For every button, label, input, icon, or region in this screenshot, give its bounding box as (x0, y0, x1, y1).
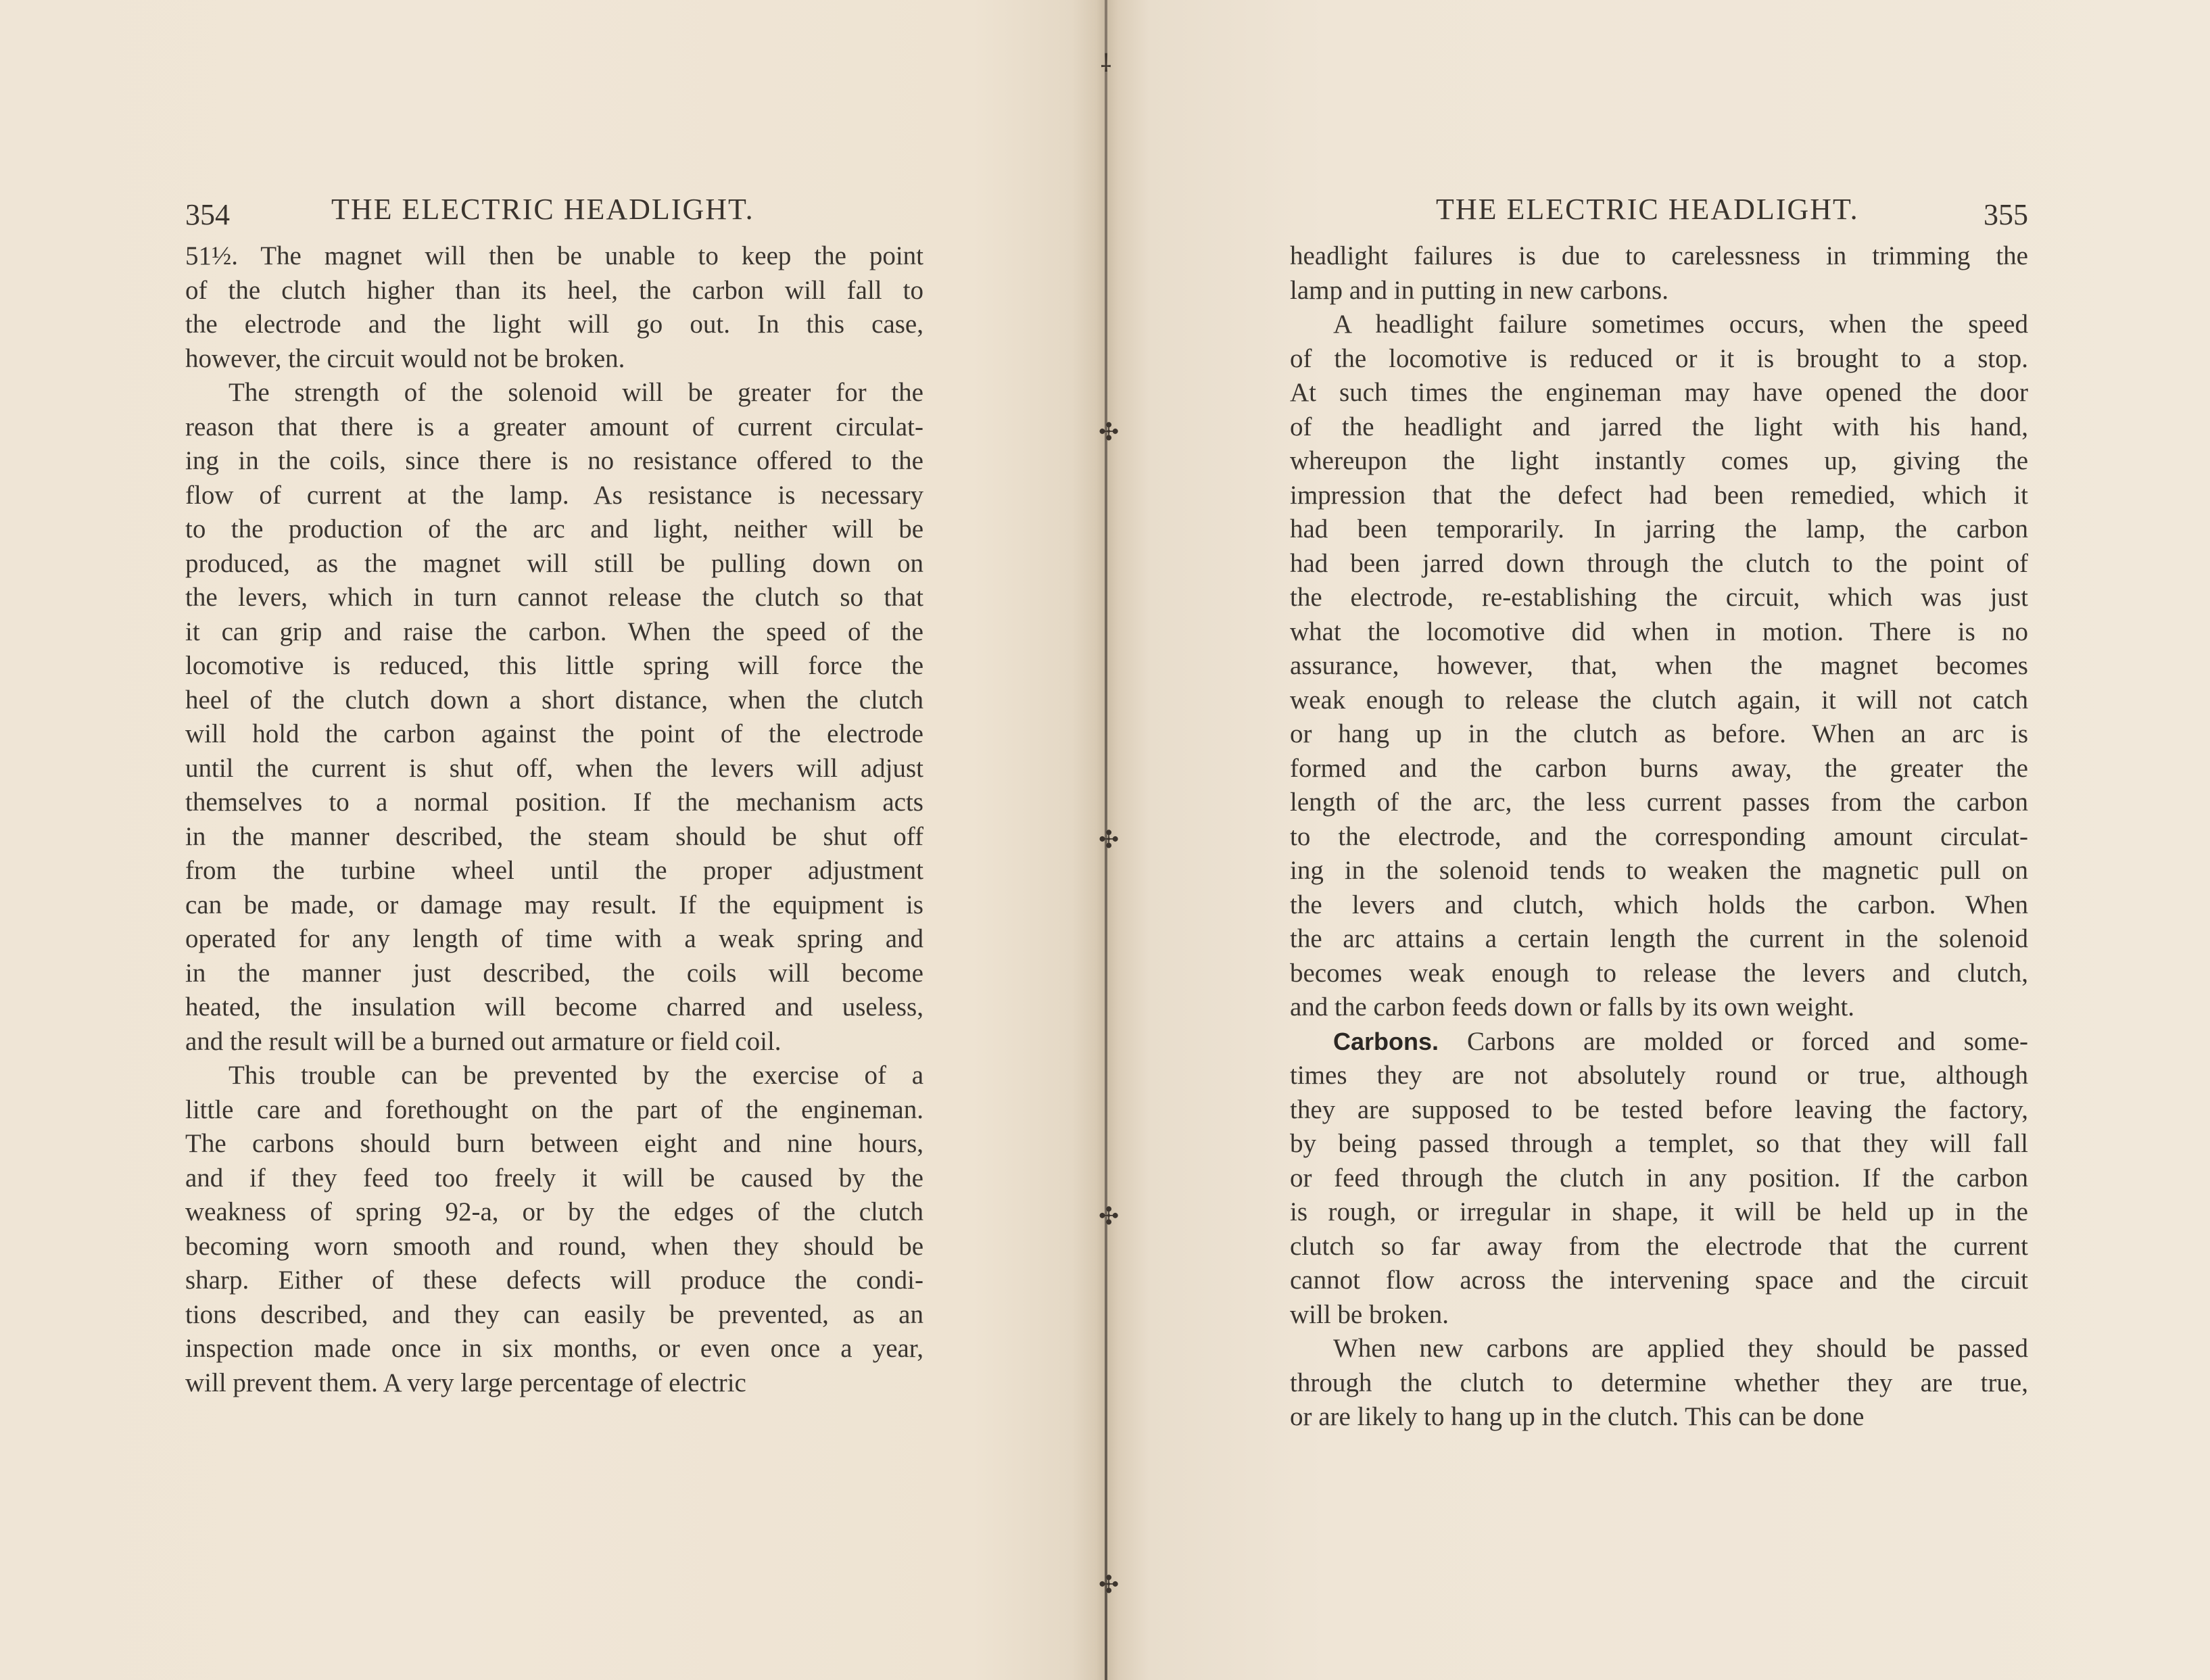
text-line (1290, 1059, 2028, 1093)
text-line (1290, 376, 2028, 410)
left-page-body (185, 239, 923, 1400)
binding-stitch-icon: ⸸ (1100, 50, 1112, 78)
text-line (185, 410, 923, 445)
text-line (185, 957, 923, 991)
binding-stitch-icon: ✣ (1099, 1203, 1120, 1230)
line-text: The carbons should burn between eight and nine hours, (185, 1129, 923, 1158)
line-text: is rough, or irregular in shape, it will be held up in the (1290, 1197, 2028, 1226)
line-text: produced, as the magnet will still be pulling down on (185, 548, 923, 578)
line-text: the electrode, re-establishing the circuit, which was just (1290, 583, 2028, 612)
text-line (185, 1093, 923, 1128)
line-text: or feed through the clutch in any position. If the carbon (1290, 1163, 2028, 1193)
text-line (185, 239, 923, 274)
text-line (185, 1059, 923, 1093)
line-text: ing in the solenoid tends to weaken the magnetic pull on (1290, 856, 2028, 885)
text-line (1290, 752, 2028, 786)
line-text: flow of current at the lamp. As resistance is necessary (185, 480, 923, 510)
line-text: Carbons are molded or forced and some- (1467, 1026, 2028, 1056)
text-line (185, 274, 923, 308)
line-text: had been jarred down through the clutch to the point of (1290, 548, 2028, 578)
line-text: formed and the carbon burns away, the greater the (1290, 753, 2028, 783)
paragraph (185, 376, 923, 1059)
text-line (185, 922, 923, 957)
text-line (1290, 444, 2028, 479)
line-text: and the result will be a burned out armature or field coil. (185, 1026, 782, 1056)
text-line (1290, 1400, 2028, 1435)
left-page-header (185, 189, 923, 237)
page-number: 355 (1984, 198, 2028, 231)
line-text: whereupon the light instantly comes up, giving the (1290, 446, 2028, 475)
line-text: inspection made once in six months, or even once a year, (185, 1334, 923, 1363)
line-text: from the turbine wheel until the proper adjustment (185, 856, 923, 885)
text-line (185, 854, 923, 888)
text-line (185, 1264, 923, 1298)
text-line (1290, 512, 2028, 547)
text-line (185, 1025, 923, 1059)
text-line (1290, 888, 2028, 923)
line-text: themselves to a normal position. If the mechanism acts (185, 788, 923, 817)
text-line (1290, 1230, 2028, 1264)
text-line (185, 1230, 923, 1264)
text-line (185, 888, 923, 923)
line-text: however, the circuit would not be broken. (185, 343, 625, 373)
right-page (1290, 189, 2028, 1435)
line-text: becoming worn smooth and round, when they should be (185, 1231, 923, 1261)
text-line (1290, 820, 2028, 855)
line-text: can be made, or damage may result. If the equipment is (185, 890, 923, 919)
text-line (1290, 1298, 2028, 1333)
line-text: When new carbons are applied they should be passed (1333, 1334, 2028, 1363)
line-text: tions described, and they can easily be prevented, as an (185, 1299, 923, 1329)
text-line (185, 581, 923, 615)
text-line (1290, 1195, 2028, 1230)
text-line (1290, 957, 2028, 991)
line-text: of the clutch higher than its heel, the carbon will fall to (185, 275, 923, 305)
line-text: the levers, which in turn cannot release the clutch so that (185, 583, 923, 612)
text-line (1290, 1161, 2028, 1196)
text-line (1290, 1264, 2028, 1298)
text-line (185, 683, 923, 718)
line-text: what the locomotive did when in motion. There is no (1290, 617, 2028, 646)
text-line (1290, 1127, 2028, 1161)
text-line (1290, 274, 2028, 308)
line-text: of the headlight and jarred the light with his hand, (1290, 412, 2028, 441)
line-text: and if they feed too freely it will be caused by the (185, 1163, 923, 1193)
text-line (1290, 1332, 2028, 1366)
line-text: reason that there is a greater amount of current circulat- (185, 412, 923, 441)
paragraph (1290, 1332, 2028, 1435)
line-text: 51½. The magnet will then be unable to keep the point (185, 241, 923, 270)
text-line (185, 786, 923, 820)
running-head: THE ELECTRIC HEADLIGHT. (331, 193, 754, 226)
text-line (1290, 854, 2028, 888)
line-text: sharp. Either of these defects will produce the condi- (185, 1266, 923, 1295)
line-text: clutch so far away from the electrode that the current (1290, 1231, 2028, 1261)
left-page (185, 189, 923, 1400)
text-line (1290, 1025, 2028, 1059)
text-line (1290, 615, 2028, 650)
paragraph (1290, 308, 2028, 1025)
text-line (1290, 410, 2028, 445)
text-line (1290, 479, 2028, 513)
text-line (185, 649, 923, 683)
line-text: it can grip and raise the carbon. When the speed of the (185, 617, 923, 646)
line-text: locomotive is reduced, this little spring will force the (185, 651, 923, 680)
text-line (1290, 717, 2028, 752)
line-text: heated, the insulation will become charred and useless, (185, 992, 923, 1022)
text-line (1290, 342, 2028, 377)
line-text: will be broken. (1290, 1299, 1449, 1329)
text-line (1290, 239, 2028, 274)
line-text: in the manner described, the steam should be shut off (185, 821, 923, 851)
text-line (185, 479, 923, 513)
text-line (1290, 683, 2028, 718)
line-text: will hold the carbon against the point of the electrode (185, 719, 923, 748)
binding-stitch-icon: ✣ (1099, 826, 1120, 854)
line-text: assurance, however, that, when the magnet becomes (1290, 651, 2028, 680)
text-line (1290, 581, 2028, 615)
line-text: The strength of the solenoid will be greater for the (229, 378, 923, 407)
text-line (1290, 922, 2028, 957)
line-text: operated for any length of time with a weak spring and (185, 924, 923, 953)
line-text: becomes weak enough to release the levers and clutch, (1290, 958, 2028, 988)
line-text: A headlight failure sometimes occurs, when the speed (1333, 310, 2028, 339)
text-line (185, 1195, 923, 1230)
text-line (185, 376, 923, 410)
binding-stitch-icon: ✣ (1099, 418, 1120, 446)
line-text: through the clutch to determine whether they are true, (1290, 1368, 2028, 1397)
right-page-header (1290, 189, 2028, 237)
line-text: the electrode and the light will go out. In this case, (185, 310, 923, 339)
text-line (1290, 990, 2028, 1025)
line-text: and the carbon feeds down or falls by its own weight. (1290, 992, 1855, 1022)
line-text: to the electrode, and the corresponding amount circulat- (1290, 821, 2028, 851)
line-text: lamp and in putting in new carbons. (1290, 275, 1668, 305)
line-text: times they are not absolutely round or true, although (1290, 1061, 2028, 1090)
text-line (185, 547, 923, 581)
line-text: length of the arc, the less current passes from the carbon (1290, 788, 2028, 817)
running-head: THE ELECTRIC HEADLIGHT. (1436, 193, 1859, 226)
line-text: of the locomotive is reduced or it is brought to a stop. (1290, 343, 2028, 373)
line-text: heel of the clutch down a short distance, when the clutch (185, 685, 923, 715)
text-line (1290, 1366, 2028, 1401)
line-text: At such times the engineman may have opened the door (1290, 378, 2028, 407)
section-subhead: Carbons. (1333, 1027, 1439, 1055)
text-line (185, 615, 923, 650)
text-line (185, 820, 923, 855)
line-text: by being passed through a templet, so that they will fall (1290, 1129, 2028, 1158)
text-line (185, 717, 923, 752)
line-text: cannot flow across the intervening space and the circuit (1290, 1266, 2028, 1295)
line-text: weakness of spring 92-a, or by the edges of the clutch (185, 1197, 923, 1226)
text-line (1290, 308, 2028, 342)
line-text: or hang up in the clutch as before. When an arc is (1290, 719, 2028, 748)
text-line (185, 752, 923, 786)
line-text: the arc attains a certain length the current in the solenoid (1290, 924, 2028, 953)
text-line (185, 1161, 923, 1196)
line-text: had been temporarily. In jarring the lamp, the carbon (1290, 514, 2028, 544)
line-text: until the current is shut off, when the levers will adjust (185, 753, 923, 783)
line-text: will prevent them. A very large percentage of electric (185, 1368, 746, 1397)
paragraph (185, 1059, 923, 1400)
line-text: impression that the defect had been remedied, which it (1290, 480, 2028, 510)
page-number: 354 (185, 198, 230, 231)
line-text: to the production of the arc and light, neither will be (185, 514, 923, 544)
text-line (1290, 1093, 2028, 1128)
line-text: This trouble can be prevented by the exercise of a (229, 1061, 923, 1090)
right-page-body (1290, 239, 2028, 1435)
text-line (185, 990, 923, 1025)
line-text: or are likely to hang up in the clutch. This can be done (1290, 1402, 1865, 1431)
text-line (1290, 786, 2028, 820)
text-line (185, 1332, 923, 1366)
text-line (1290, 547, 2028, 581)
paragraph (185, 239, 923, 376)
line-text: little care and forethought on the part of the engineman. (185, 1095, 923, 1124)
text-line (185, 444, 923, 479)
line-text: weak enough to release the clutch again, it will not catch (1290, 685, 2028, 715)
text-line (185, 308, 923, 342)
paragraph (1290, 239, 2028, 308)
text-line (185, 342, 923, 377)
text-line (185, 1298, 923, 1333)
text-line (185, 1127, 923, 1161)
line-text: ing in the coils, since there is no resistance offered to the (185, 446, 923, 475)
line-text: they are supposed to be tested before leaving the factory, (1290, 1095, 2028, 1124)
text-line (1290, 649, 2028, 683)
line-text: in the manner just described, the coils will become (185, 958, 923, 988)
line-text: the levers and clutch, which holds the carbon. When (1290, 890, 2028, 919)
paragraph (1290, 1025, 2028, 1333)
binding-stitch-icon: ✣ (1099, 1571, 1120, 1599)
text-line (185, 512, 923, 547)
text-line (185, 1366, 923, 1401)
line-text: headlight failures is due to carelessness in trimming the (1290, 241, 2028, 270)
